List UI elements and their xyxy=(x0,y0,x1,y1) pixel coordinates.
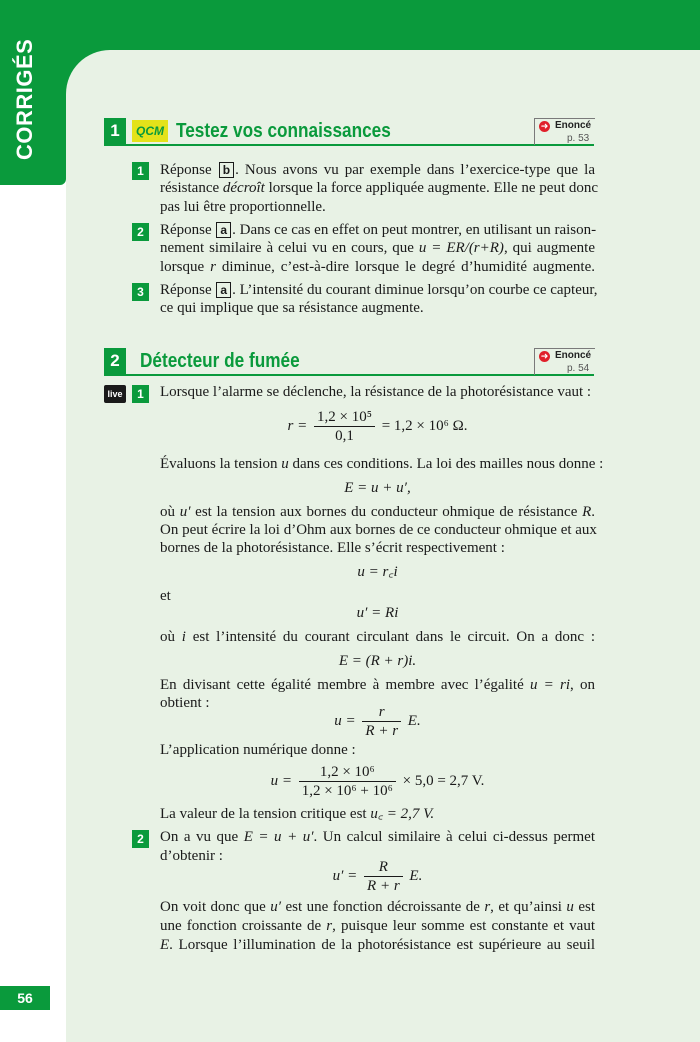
fraction: $\frac{\text{1,2 × 10⁵}}{0,1}$ xyxy=(314,408,375,445)
exercise-1-title: Testez vos connaissances xyxy=(176,119,391,142)
text-line: On peut écrire la loi d’Ohm aux bornes de ce conducteur ohmique et aux xyxy=(160,522,597,538)
equation: u = $\frac{r}{R + r}$ E. xyxy=(334,704,421,739)
exercise-1-number: 1 xyxy=(104,118,126,144)
answer-box: a xyxy=(216,282,231,298)
text-line: On voit donc que u′ est une fonction décroissante de r, et qu’ainsi u est xyxy=(160,899,595,915)
enonce-link-2[interactable] xyxy=(534,348,595,375)
question-3-number: 3 xyxy=(132,283,149,301)
arrow-right-icon: ➜ xyxy=(540,351,549,361)
text-line: On a vu que E = u + u′. Un calcul similaire à celui ci-dessus permet xyxy=(160,829,595,845)
text-line: La valeur de la tension critique est u꜀ = 2,7 V. xyxy=(160,806,435,822)
enonce-label: Enoncé xyxy=(555,120,592,131)
text-line: où u′ est la tension aux bornes du conducteur ohmique de résistance R. xyxy=(160,504,595,520)
enonce-label: Enoncé xyxy=(555,350,592,361)
qcm-badge: QCM xyxy=(132,120,168,142)
text-line: Réponse b . Nous avons vu par exemple dans l’exercice-type que la xyxy=(160,162,595,178)
enonce-page: p. 54 xyxy=(567,363,590,374)
text-line: bornes de la photorésistance. Elle s’écrit respectivement : xyxy=(160,540,505,556)
enonce-page: p. 53 xyxy=(567,133,590,144)
page-number: 56 xyxy=(0,986,50,1010)
equation: u = r꜀i xyxy=(357,564,398,580)
equation: u′ = Ri xyxy=(356,605,399,621)
equation: u = $\frac{\text{1,2 × 10⁶}}{\text{1,2 × 10⁶ + 10⁶}}$ × 5,0 = 2,7 V. xyxy=(270,764,485,799)
exercise-2-title: Détecteur de fumée xyxy=(140,349,300,372)
question-1-number: 1 xyxy=(132,162,149,180)
top-band xyxy=(0,0,700,50)
equation: E = u + u′, xyxy=(344,480,411,496)
text-line: et xyxy=(160,588,171,604)
text-line: pas lui être proportionnelle. xyxy=(160,199,326,215)
text-line: ce qui implique que sa résistance augmente. xyxy=(160,300,424,316)
section-tab-label: CORRIGÉS xyxy=(12,38,37,160)
answer-box: b xyxy=(219,162,234,178)
question-1-number: 1 xyxy=(132,385,149,403)
text-line: L’application numérique donne : xyxy=(160,742,356,758)
text-line: Évaluons la tension u dans ces conditions. La loi des mailles nous donne : xyxy=(160,456,604,472)
equation: E = (R + r)i. xyxy=(338,653,417,669)
fraction: $\frac{r}{R + r}$ xyxy=(362,703,401,740)
equation: u′ = $\frac{R}{R + r}$ E. xyxy=(332,859,423,894)
question-2-number: 2 xyxy=(132,223,149,241)
text-line: Réponse a . L’intensité du courant diminue lorsqu’on courbe ce capteur, xyxy=(160,282,598,298)
exercise-2-rule xyxy=(104,374,594,376)
arrow-right-icon: ➜ xyxy=(540,121,549,131)
text-line: E. Lorsque l’illumination de la photorésistance est supérieure au seuil xyxy=(160,937,595,953)
answer-box: a xyxy=(216,222,231,238)
text-line: une fonction croissante de r, puisque leur somme est constante et vaut xyxy=(160,918,596,934)
text-line: Lorsque l’alarme se déclenche, la résistance de la photorésistance vaut : xyxy=(160,384,592,400)
question-2-number: 2 xyxy=(132,830,149,848)
text-line: résistance décroît lorsque la force appliquée augmente. Elle ne peut donc xyxy=(160,180,599,196)
text-line: nement similaire à celui vu en cours, que u = ER/(r+R), qui augmente xyxy=(160,240,596,256)
exercise-1-header xyxy=(104,118,426,144)
text-line: où i est l’intensité du courant circulant dans le circuit. On a donc : xyxy=(160,629,596,645)
fraction: $\frac{\text{1,2 × 10⁶}}{\text{1,2 × 10⁶ + 10⁶}}$ xyxy=(299,763,396,800)
enonce-link-1[interactable] xyxy=(534,118,595,145)
exercise-2-header xyxy=(104,348,326,374)
text-line: obtient : xyxy=(160,695,210,711)
text-line: d’obtenir : xyxy=(160,848,223,864)
equation: r = $\frac{\text{1,2 × 10⁵}}{0,1}$ = 1,2 × 10⁶ Ω. xyxy=(287,409,468,444)
exercise-1-rule xyxy=(104,144,594,146)
fraction: $\frac{R}{R + r}$ xyxy=(364,858,403,895)
text-line: lorsque r diminue, c’est-à-dire lorsque le degré d’humidité augmente. xyxy=(160,259,595,275)
text-line: Réponse a . Dans ce cas en effet on peut montrer, en utilisant un raison- xyxy=(160,222,597,238)
exercise-2-number: 2 xyxy=(104,348,126,374)
live-video-icon[interactable]: live xyxy=(104,385,126,403)
text-line: En divisant cette égalité membre à membre avec l’égalité u = ri, on xyxy=(160,677,595,693)
